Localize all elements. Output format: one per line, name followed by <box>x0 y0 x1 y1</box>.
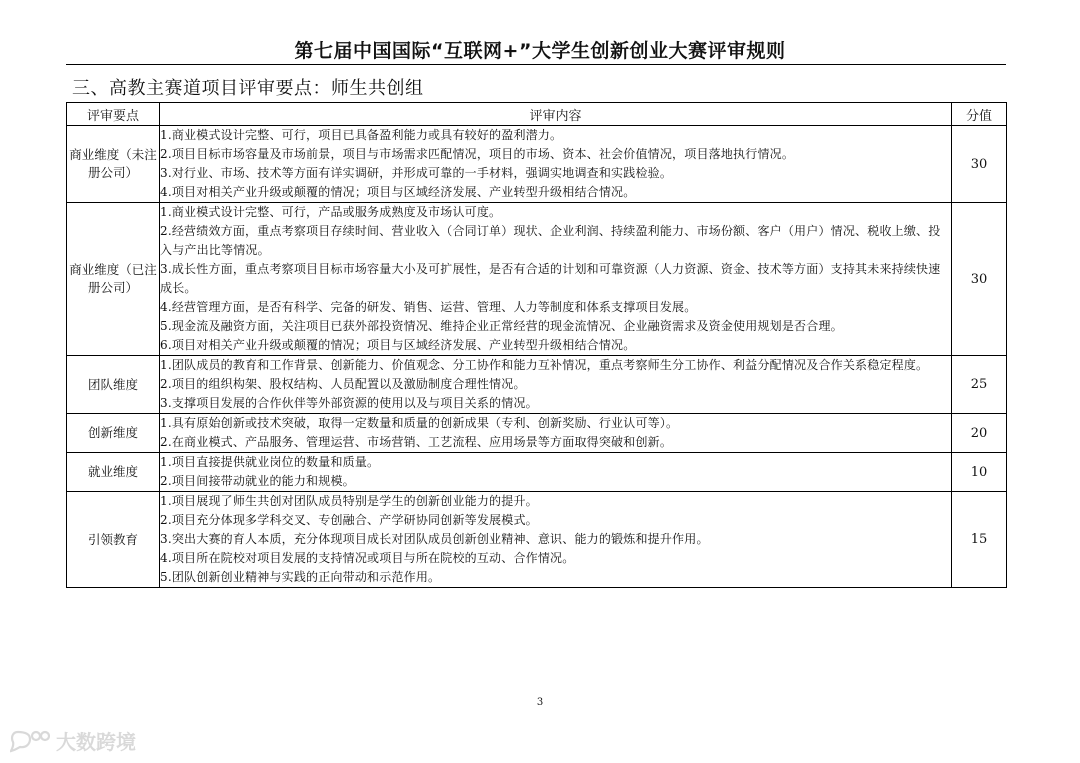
row-score: 20 <box>952 414 1007 453</box>
row-content <box>160 203 952 356</box>
content-item: 5.团队创新创业精神与实践的正向带动和示范作用。 <box>160 570 441 584</box>
content-item: 1.商业模式设计完整、可行，项目已具备盈利能力或具有较好的盈利潜力。 <box>160 128 563 142</box>
document-title: 第七届中国国际“互联网+”大学生创新创业大赛评审规则 <box>294 40 786 62</box>
row-score: 10 <box>952 453 1007 492</box>
row-dimension: 创新维度 <box>67 414 160 453</box>
content-item: 4.项目对相关产业升级或颠覆的情况；项目与区域经济发展、产业转型升级相结合情况。 <box>160 185 636 199</box>
content-item: 4.经营管理方面，是否有科学、完备的研发、销售、运营、管理、人力等制度和体系支撑项目发展。 <box>160 300 697 314</box>
chat-bubbles-logo-icon <box>10 728 50 754</box>
content-item: 1.项目直接提供就业岗位的数量和质量。 <box>160 455 380 469</box>
row-dimension: 引领教育 <box>67 492 160 588</box>
content-item: 2.项目间接带动就业的能力和规模。 <box>160 474 355 488</box>
header-dimension: 评审要点 <box>67 103 160 126</box>
row-dimension: 商业维度（未注册公司） <box>67 126 160 203</box>
table-header-row <box>67 103 1007 126</box>
table-row <box>67 203 1007 356</box>
content-item: 1.项目展现了师生共创对团队成员特别是学生的创新创业能力的提升。 <box>160 494 538 508</box>
content-item: 2.项目充分体现多学科交叉、专创融合、产学研协同创新等发展模式。 <box>160 513 538 527</box>
table-row <box>67 414 1007 453</box>
content-item: 3.突出大赛的育人本质，充分体现项目成长对团队成员创新创业精神、意识、能力的锻炼和提升作用。 <box>160 532 709 546</box>
evaluation-table <box>66 102 1007 588</box>
content-item: 1.具有原始创新或技术突破，取得一定数量和质量的创新成果（专利、创新奖励、行业认可等）。 <box>160 416 679 430</box>
header-score: 分值 <box>952 103 1007 126</box>
content-item: 2.项目的组织构架、股权结构、人员配置以及激励制度合理性情况。 <box>160 377 526 391</box>
table-row <box>67 356 1007 414</box>
row-content <box>160 492 952 588</box>
title-divider <box>66 64 1006 65</box>
content-item: 3.成长性方面，重点考察项目目标市场容量大小及可扩展性，是否有合适的计划和可靠资源（人力资源、资金、技术等方面）支持其未来持续快速成长。 <box>160 262 941 295</box>
row-score: 30 <box>952 126 1007 203</box>
table-row <box>67 126 1007 203</box>
row-score: 25 <box>952 356 1007 414</box>
watermark-text: 大数跨境 <box>56 730 136 754</box>
table-row <box>67 492 1007 588</box>
content-item: 2.在商业模式、产品服务、管理运营、市场营销、工艺流程、应用场景等方面取得突破和创新。 <box>160 435 673 449</box>
row-content <box>160 453 952 492</box>
content-item: 5.现金流及融资方面，关注项目已获外部投资情况、维持企业正常经营的现金流情况、企业融资需求及资金使用规划是否合理。 <box>160 319 843 333</box>
content-item: 4.项目所在院校对项目发展的支持情况或项目与所在院校的互动、合作情况。 <box>160 551 575 565</box>
content-item: 1.团队成员的教育和工作背景、创新能力、价值观念、分工协作和能力互补情况，重点考察师生分工协作、利益分配情况及合作关系稳定程度。 <box>160 358 929 372</box>
row-content <box>160 126 952 203</box>
row-content <box>160 414 952 453</box>
watermark <box>10 726 136 755</box>
section-title: 三、高教主赛道项目评审要点：师生共创组 <box>72 78 424 99</box>
content-item: 3.对行业、市场、技术等方面有详实调研，并形成可靠的一手材料，强调实地调查和实践检验。 <box>160 166 673 180</box>
row-dimension: 就业维度 <box>67 453 160 492</box>
page-number: 3 <box>536 697 544 708</box>
row-dimension: 团队维度 <box>67 356 160 414</box>
header-content: 评审内容 <box>160 103 952 126</box>
content-item: 1.商业模式设计完整、可行，产品或服务成熟度及市场认可度。 <box>160 205 502 219</box>
table-row <box>67 453 1007 492</box>
row-dimension: 商业维度（已注册公司） <box>67 203 160 356</box>
row-content <box>160 356 952 414</box>
content-item: 2.经营绩效方面，重点考察项目存续时间、营业收入（合同订单）现状、企业利润、持续盈利能力、市场份额、客户（用户）情况、税收上缴、投入与产出比等情况。 <box>160 224 941 257</box>
content-item: 6.项目对相关产业升级或颠覆的情况；项目与区域经济发展、产业转型升级相结合情况。 <box>160 338 636 352</box>
row-score: 15 <box>952 492 1007 588</box>
content-item: 3.支撑项目发展的合作伙伴等外部资源的使用以及与项目关系的情况。 <box>160 396 538 410</box>
row-score: 30 <box>952 203 1007 356</box>
content-item: 2.项目目标市场容量及市场前景，项目与市场需求匹配情况，项目的市场、资本、社会价值情况，项目落地执行情况。 <box>160 147 795 161</box>
